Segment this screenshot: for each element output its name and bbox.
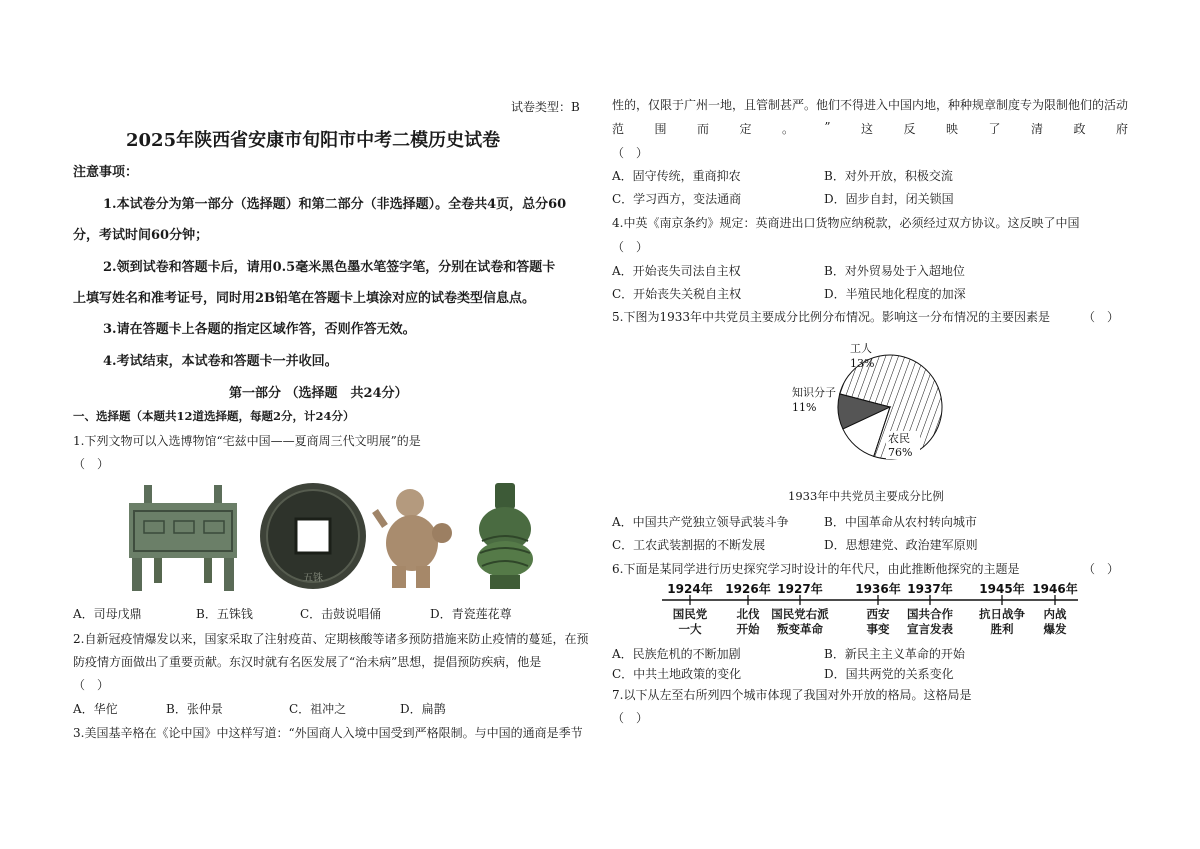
paper-type: 试卷类型：B: [511, 100, 580, 114]
q5-option-c: C．工农武装割据的不断发展: [612, 538, 766, 552]
q3-word: 定: [739, 122, 752, 136]
pie-label-intellectual: 知识分子: [792, 386, 836, 399]
pie-chart: [780, 335, 960, 490]
note-1b: 分，考试时间60分钟；: [73, 228, 209, 243]
exam-title: 2025年陕西省安康市旬阳市中考二模历史试卷: [126, 130, 501, 151]
q3-word: 这: [861, 122, 874, 136]
q5-option-d: D．思想建党、政治建军原则: [824, 538, 978, 552]
q3-option-a: A．固守传统，重商抑农: [612, 169, 741, 183]
q3-option-d: D．固步自封，闭关锁国: [824, 192, 954, 206]
q1-stem: 1.下列文物可以入选博物馆“宅兹中国——夏商周三代文明展”的是: [73, 434, 421, 448]
q7-stem: 7.以下从左至右所列四个城市体现了我国对外开放的格局。这格局是: [612, 688, 972, 702]
q4-option-d: D．半殖民地化程度的加深: [824, 287, 966, 301]
q2-option-b: B．张仲景: [166, 702, 223, 716]
q4-option-a: A．开始丧失司法自主权: [612, 264, 741, 278]
timeline-year: 1945年: [979, 582, 1025, 596]
q5-option-a: A．中国共产党独立领导武装斗争: [612, 515, 789, 529]
q4-paren: （ ）: [612, 240, 649, 254]
q3-word: 府: [1115, 122, 1128, 136]
timeline-event: 抗日战争 胜利: [979, 607, 1025, 636]
q2-line1: 2.自新冠疫情爆发以来，国家采取了注射疫苗、定期核酸等诸多预防措施来防止疫情的蔓延，在预: [73, 632, 589, 646]
pie-label-peasant: 农民: [888, 432, 910, 445]
q1-option-d: D．青瓷莲花尊: [430, 607, 512, 621]
coin-image: [258, 481, 368, 594]
q2-option-d: D．扁鹊: [400, 702, 446, 716]
q5-paren: （ ）: [1083, 310, 1120, 324]
q3-word: 映: [946, 122, 959, 136]
q3-word: 了: [988, 122, 1001, 136]
q3-option-c: C．学习西方，变法通商: [612, 192, 742, 206]
timeline-event: 内战 爆发: [1043, 607, 1067, 636]
q6-option-c: C．中共土地政策的变化: [612, 667, 742, 681]
q2-option-a: A．华佗: [73, 702, 118, 716]
q1-option-a: A．司母戊鼎: [73, 607, 142, 621]
q3-word: 范: [612, 122, 625, 136]
note-2b: 上填写姓名和准考证号，同时用2B铅笔在答题卡上填涂对应的试卷类型信息点。: [73, 291, 536, 306]
timeline-year: 1926年: [725, 582, 771, 596]
q3-line1: 3.美国基辛格在《论中国》中这样写道：“外国商人入境中国受到严格限制。与中国的通商是季节: [73, 726, 583, 740]
timeline-year: 1924年: [667, 582, 713, 596]
ding-image: [124, 483, 242, 594]
q5-option-b: B．中国革命从农村转向城市: [824, 515, 977, 529]
pie-value-peasant: 76%: [888, 446, 913, 459]
timeline-year: 1936年: [855, 582, 901, 596]
timeline-year: 1937年: [907, 582, 953, 596]
q3-word: 清: [1030, 122, 1043, 136]
q3-line2: 性的，仅限于广州一地，且管制甚严。他们不得进入中国内地，种种规章制度专为限制他们的活动: [612, 98, 1129, 112]
q3-paren: （ ）: [612, 146, 649, 160]
timeline-event: 国民党右派 叛变革命: [771, 607, 829, 636]
note-2a: 2.领到试卷和答题卡后，请用0.5毫米黑色墨水笔签字笔，分别在试卷和答题卡: [103, 260, 556, 275]
coin-inscription: 五铢: [303, 573, 323, 584]
q2-option-c: C．祖冲之: [289, 702, 347, 716]
q1-option-b: B．五铢钱: [196, 607, 253, 621]
note-4: 4.考试结束，本试卷和答题卡一并收回。: [103, 354, 338, 369]
q6-paren: （ ）: [1083, 562, 1120, 576]
notes-heading: 注意事项：: [73, 165, 139, 180]
q3-word: 政: [1073, 122, 1086, 136]
timeline-event: 西安 事变: [866, 607, 890, 636]
part1-heading: 第一部分 （选择题 共24分）: [229, 386, 408, 401]
q2-line2: 防疫情方面做出了重要贡献。东汉时就有名医发展了“治未病”思想，提倡预防疾病，他是: [73, 655, 542, 669]
timeline: [660, 580, 1080, 642]
pie-chart-title: 1933年中共党员主要成分比例: [788, 489, 944, 503]
q2-paren: （ ）: [73, 678, 110, 692]
timeline-event: 北伐 开始: [736, 607, 760, 636]
q4-stem: 4.中英《南京条约》规定：英商进出口货物应纳税款，必须经过双方协议。这反映了中国: [612, 216, 1080, 230]
q5-stem: 5.下图为1933年中共党员主要成分比例分布情况。影响这一分布情况的主要因素是: [612, 310, 1050, 324]
section-heading: 一、选择题（本题共12道选择题，每题2分，计24分）: [73, 409, 355, 423]
zun-image: [470, 481, 540, 594]
note-3: 3.请在答题卡上各题的指定区域作答，否则作答无效。: [103, 322, 416, 337]
timeline-event: 国民党 一大: [672, 607, 708, 636]
pie-value-intellectual: 11%: [792, 401, 817, 414]
timeline-event: 国共合作 宣言发表: [907, 607, 953, 636]
q6-option-d: D．国共两党的关系变化: [824, 667, 954, 681]
q3-word: 而: [696, 122, 709, 136]
q6-option-b: B．新民主主义革命的开始: [824, 647, 965, 661]
pie-value-worker: 13%: [850, 357, 875, 370]
q3-word: 。: [781, 122, 794, 136]
timeline-year: 1946年: [1032, 582, 1078, 596]
timeline-year: 1927年: [777, 582, 823, 596]
q3-line3: [612, 120, 1128, 137]
q3-word: ”: [824, 120, 831, 134]
q1-paren: （ ）: [73, 457, 110, 471]
q4-option-b: B．对外贸易处于入超地位: [824, 264, 965, 278]
q7-paren: （ ）: [612, 711, 649, 725]
pie-label-worker: 工人: [850, 342, 872, 355]
q6-stem: 6.下面是某同学进行历史探究学习时设计的年代尺，由此推断他探究的主题是: [612, 562, 1020, 576]
q1-option-c: C．击鼓说唱俑: [300, 607, 382, 621]
q3-word: 围: [654, 122, 667, 136]
figurine-image: [370, 481, 462, 594]
q3-option-b: B．对外开放，积极交流: [824, 169, 953, 183]
note-1a: 1.本试卷分为第一部分（选择题）和第二部分（非选择题）。全卷共4页，总分60: [103, 197, 567, 212]
q6-option-a: A．民族危机的不断加剧: [612, 647, 741, 661]
q3-word: 反: [903, 122, 916, 136]
q4-option-c: C．开始丧失关税自主权: [612, 287, 742, 301]
